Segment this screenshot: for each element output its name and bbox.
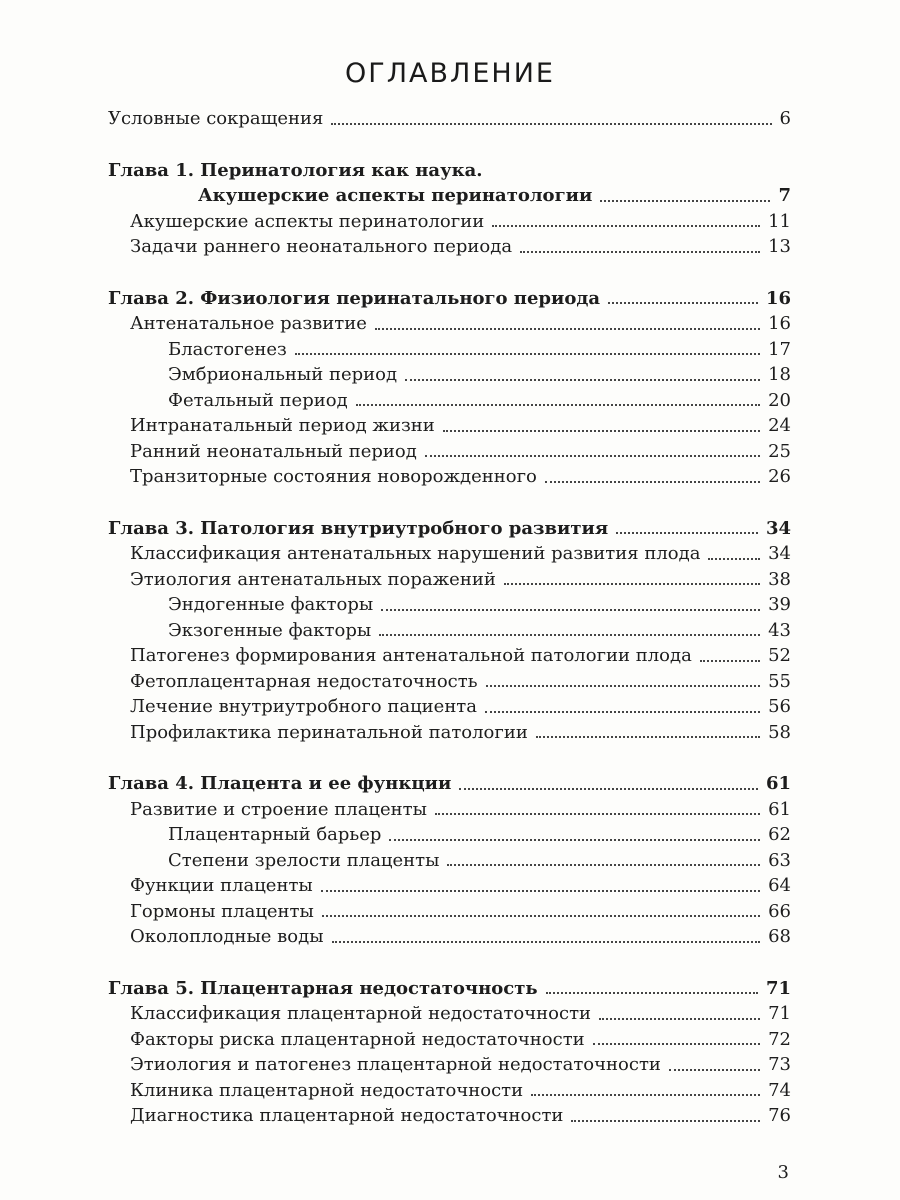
toc-entry-page: 55 [768, 670, 791, 692]
toc-entry[interactable] [108, 1027, 791, 1053]
toc-entry-text: Акушерские аспекты перинатологии [130, 210, 485, 232]
leader-dots [381, 609, 760, 611]
toc-entry[interactable] [108, 209, 791, 235]
toc-entry-page: 74 [768, 1079, 791, 1101]
toc-entry-text: Гормоны плаценты [130, 900, 314, 922]
leader-dots [379, 634, 760, 636]
toc-entry-text: Глава 3. Патология внутриутробного развития [108, 517, 609, 539]
toc-entry-page: 34 [768, 543, 791, 564]
toc-entry-page: 61 [768, 798, 791, 820]
toc-entry-page: 71 [768, 1003, 791, 1024]
leader-dots [425, 455, 760, 457]
toc-entry[interactable] [108, 822, 791, 848]
toc-entry-text: Условные сокращения [108, 108, 324, 129]
toc-entry-page: 38 [768, 568, 791, 590]
toc-entry-text: Профилактика перинатальной патологии [130, 721, 528, 743]
toc-entry-text: Околоплодные воды [130, 926, 324, 947]
toc-entry[interactable] [108, 924, 791, 950]
leader-dots [599, 1018, 760, 1020]
toc-entry-page: 63 [768, 849, 791, 871]
toc-entry[interactable] [108, 618, 791, 644]
toc-entry[interactable] [108, 388, 791, 414]
toc-entry[interactable] [108, 720, 791, 746]
toc-entry[interactable] [108, 1052, 791, 1078]
toc-entry-text: Экзогенные факторы [168, 619, 372, 641]
toc-entry-text: Функции плаценты [130, 875, 313, 896]
toc-entry[interactable] [108, 362, 791, 388]
toc-entry[interactable] [108, 669, 791, 695]
toc-entry[interactable] [108, 694, 791, 720]
toc-entry[interactable] [108, 413, 791, 439]
toc-entry-page: 24 [768, 415, 791, 436]
toc-entry-page: 61 [765, 773, 791, 794]
toc-entry-text: Развитие и строение плаценты [130, 798, 427, 820]
leader-dots [669, 1069, 760, 1071]
toc-entry-page: 18 [768, 364, 791, 385]
leader-dots [435, 813, 760, 815]
leader-dots [708, 558, 760, 560]
toc-entry-text: Глава 2. Физиология перинатального периода [108, 287, 601, 309]
leader-dots [447, 864, 760, 866]
toc-entry-page: 39 [768, 594, 791, 615]
leader-dots [389, 839, 760, 841]
leader-dots [546, 992, 758, 994]
toc-entry[interactable] [108, 1078, 791, 1104]
chapter-2-heading[interactable] [108, 286, 791, 312]
chapter-5-heading[interactable] [108, 976, 791, 1002]
leader-dots [321, 890, 760, 892]
chapter-1-heading-cont[interactable] [108, 183, 791, 209]
leader-dots [485, 711, 760, 713]
page-title: ОГЛАВЛЕНИЕ [345, 58, 555, 89]
chapter-3-heading[interactable] [108, 516, 791, 542]
toc-entry-text: Фетоплацентарная недостаточность [130, 670, 478, 692]
toc-entry-text: Плацентарный барьер [168, 824, 382, 845]
leader-dots [536, 736, 760, 738]
toc-entry-page: 58 [768, 721, 791, 743]
leader-dots [375, 328, 760, 330]
toc-entry-page: 64 [768, 875, 791, 896]
leader-dots [405, 379, 760, 381]
toc-entry-text: Транзиторные состояния новорожденного [130, 466, 537, 487]
toc-entry[interactable] [108, 643, 791, 669]
leader-dots [608, 302, 758, 304]
toc-entry-page: 7 [778, 185, 791, 206]
toc-entry-text: Клиника плацентарной недостаточности [130, 1079, 524, 1101]
toc-entry-page: 6 [779, 108, 791, 129]
leader-dots [332, 941, 761, 943]
toc-entry-page: 56 [768, 696, 791, 717]
toc-entry-text: Эмбриональный период [168, 364, 398, 385]
toc-entry-page: 72 [768, 1028, 791, 1050]
toc-entry-text: Патогенез формирования антенатальной патологии плода [130, 645, 692, 666]
toc-entry-page: 11 [768, 210, 791, 232]
toc-entry-text: Ранний неонатальный период [130, 440, 417, 462]
toc-entry-page: 62 [768, 824, 791, 845]
toc-entry-text: Этиология и патогенез плацентарной недостаточности [130, 1054, 661, 1075]
toc-entry-text: Задачи раннего неонатального периода [130, 236, 513, 257]
toc-entry[interactable] [108, 311, 791, 337]
leader-dots [295, 353, 760, 355]
toc-entry-text: Классификация плацентарной недостаточности [130, 1003, 592, 1024]
leader-dots [545, 481, 760, 483]
toc-entry-page: 17 [768, 338, 791, 360]
chapter-1-heading[interactable]: Глава 1. Перинатология как наука. [108, 159, 483, 181]
toc-entry-text: Глава 4. Плацента и ее функции [108, 773, 452, 794]
toc-entry-abbreviations[interactable] [108, 106, 791, 132]
leader-dots [571, 1120, 760, 1122]
chapter-4-heading[interactable] [108, 771, 791, 797]
toc-entry-page: 25 [768, 440, 791, 462]
leader-dots [322, 915, 760, 917]
page-number: 3 [777, 1162, 789, 1183]
toc-entry-page: 52 [768, 645, 791, 666]
toc-entry-page: 26 [768, 466, 791, 487]
toc-entry[interactable] [108, 848, 791, 874]
toc-entry[interactable] [108, 337, 791, 363]
toc-entry-page: 16 [765, 287, 791, 309]
toc-entry-text: Этиология антенатальных поражений [130, 568, 496, 590]
leader-dots [520, 251, 760, 253]
toc-entry-page: 71 [765, 977, 791, 999]
toc-entry-text: Эндогенные факторы [168, 594, 374, 615]
leader-dots [492, 225, 760, 227]
leader-dots [331, 123, 771, 125]
toc-entry[interactable] [108, 797, 791, 823]
leader-dots [443, 430, 760, 432]
toc-entry-text: Лечение внутриутробного пациента [130, 696, 478, 717]
toc-entry[interactable] [108, 873, 791, 899]
toc-entry-text: Факторы риска плацентарной недостаточности [130, 1028, 585, 1050]
toc-entry[interactable] [108, 899, 791, 925]
leader-dots [459, 788, 758, 790]
toc-entry-page: 43 [768, 619, 791, 641]
toc-entry-text: Классификация антенатальных нарушений развития плода [130, 543, 701, 564]
toc-entry-page: 76 [768, 1105, 791, 1126]
leader-dots [486, 685, 761, 687]
toc-entry[interactable] [108, 464, 791, 490]
toc-entry[interactable] [108, 234, 791, 260]
toc-entry-page: 13 [768, 236, 791, 257]
toc-entry[interactable] [108, 567, 791, 593]
toc-entry[interactable] [108, 1001, 791, 1027]
toc-entry-text: Диагностика плацентарной недостаточности [130, 1105, 564, 1126]
leader-dots [700, 660, 760, 662]
leader-dots [600, 200, 770, 202]
toc-entry-page: 73 [768, 1054, 791, 1075]
table-of-contents [108, 106, 791, 1129]
toc-entry-page: 16 [768, 313, 791, 334]
toc-entry[interactable] [108, 592, 791, 618]
leader-dots [616, 532, 758, 534]
toc-entry-page: 66 [768, 900, 791, 922]
toc-entry-text: Фетальный период [168, 389, 348, 411]
toc-entry[interactable] [108, 1103, 791, 1129]
toc-entry[interactable] [108, 541, 791, 567]
toc-entry-text: Интранатальный период жизни [130, 415, 435, 436]
toc-entry-text: Глава 5. Плацентарная недостаточность [108, 977, 538, 999]
leader-dots [531, 1094, 760, 1096]
leader-dots [593, 1043, 760, 1045]
toc-entry-page: 34 [765, 517, 791, 539]
toc-entry-page: 68 [768, 926, 791, 947]
leader-dots [356, 404, 760, 406]
toc-entry-text: Бластогенез [168, 338, 287, 360]
leader-dots [504, 583, 760, 585]
toc-entry-text: Акушерские аспекты перинатологии [198, 185, 593, 206]
toc-entry[interactable] [108, 439, 791, 465]
toc-entry-text: Степени зрелости плаценты [168, 849, 440, 871]
toc-entry-text: Антенатальное развитие [130, 313, 367, 334]
toc-entry-page: 20 [768, 389, 791, 411]
